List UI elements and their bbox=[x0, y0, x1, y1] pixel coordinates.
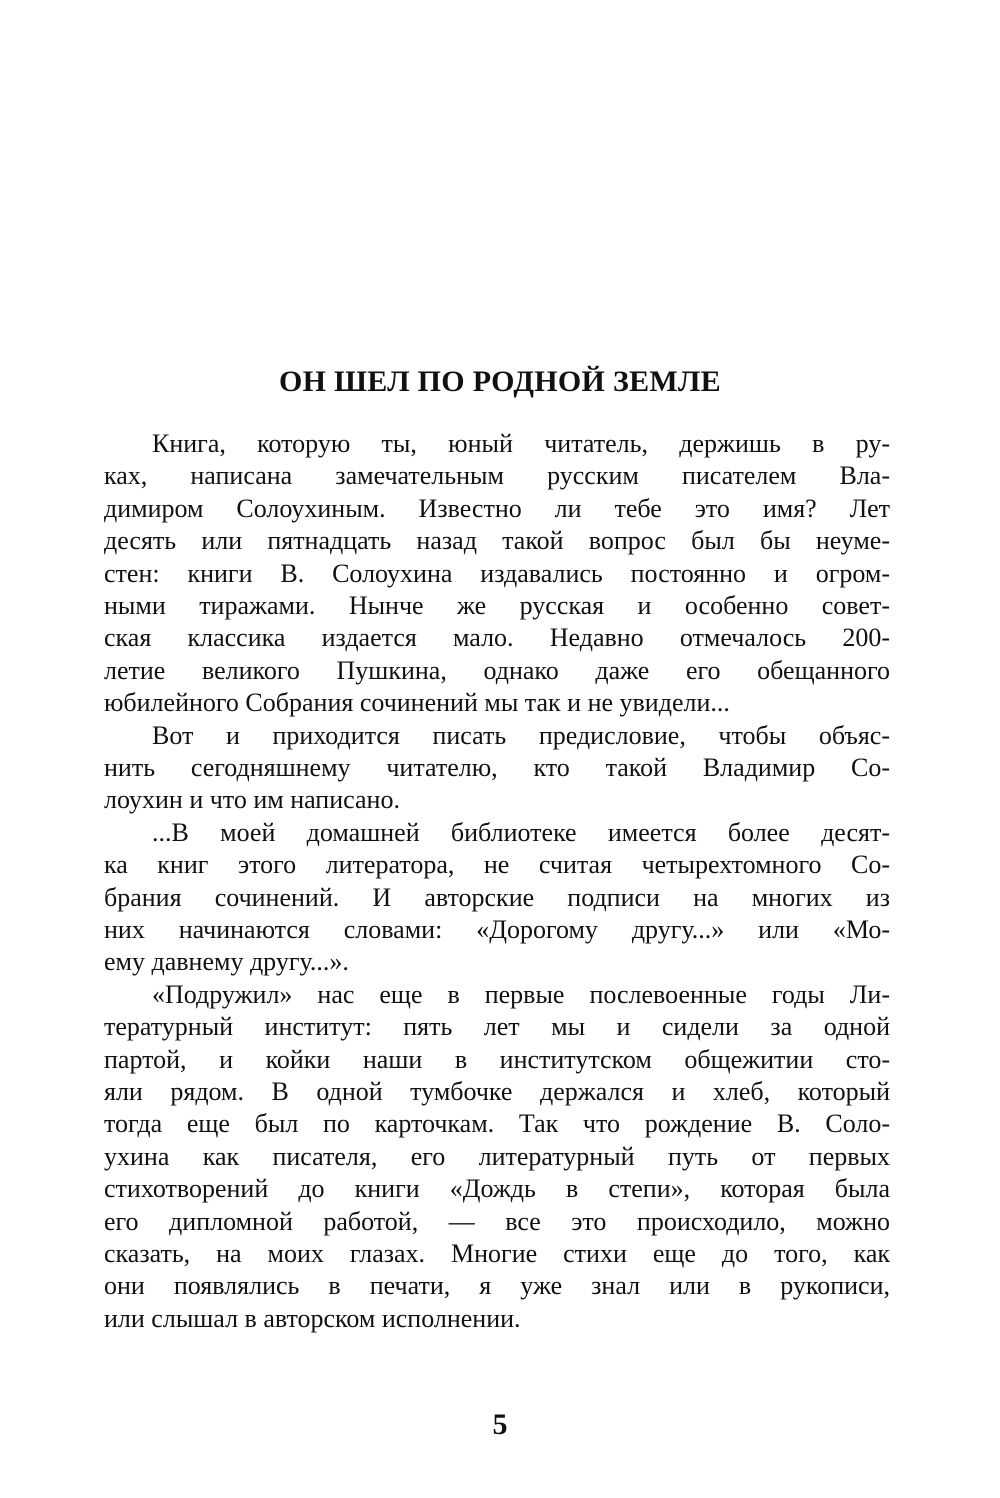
text-line: них начинаются словами: «Дорогому другу...» или «Мо- bbox=[104, 915, 890, 944]
text-line: юбилейного Собрания сочинений мы так и не увидели... bbox=[104, 688, 730, 718]
text-line: или слышал в авторском исполнении. bbox=[104, 1303, 521, 1333]
text-line: тогда еще был по карточкам. Так что рождение В. Соло- bbox=[104, 1109, 890, 1139]
text-line: ка книг этого литератора, не считая четырехтомного Со- bbox=[104, 850, 890, 880]
text-line: тературный институт: пять лет мы и сидели за одной bbox=[104, 1012, 890, 1042]
text-line: они появлялись в печати, я уже знал или в рукописи, bbox=[104, 1271, 890, 1301]
text-line: ными тиражами. Нынче же русская и особенно совет- bbox=[104, 591, 890, 620]
text-line: стихотворений до книги «Дождь в степи», которая была bbox=[104, 1174, 890, 1204]
text-line: ...В моей домашней библиотеке имеется более десят- bbox=[152, 817, 890, 847]
text-line: ему давнему другу...». bbox=[104, 947, 349, 977]
text-line: сказать, на моих глазах. Многие стихи еще до того, как bbox=[104, 1239, 890, 1268]
text-line: лоухин и что им написано. bbox=[104, 785, 400, 815]
text-line: партой, и койки наши в институтском общежитии сто- bbox=[104, 1044, 890, 1074]
text-line: стен: книги В. Солоухина издавались постоянно и огром- bbox=[104, 558, 890, 588]
chapter-title: ОН ШЕЛ ПО РОДНОЙ ЗЕМЛЕ bbox=[278, 365, 721, 398]
text-line: десять или пятнадцать назад такой вопрос был бы неуме- bbox=[104, 526, 890, 556]
text-line: димиром Солоухиным. Известно ли тебе это имя? Лет bbox=[104, 493, 890, 523]
text-line: «Подружил» нас еще в первые послевоенные годы Ли- bbox=[152, 979, 890, 1009]
text-line: ухина как писателя, его литературный путь от первых bbox=[104, 1141, 890, 1171]
text-line: Книга, которую ты, юный читатель, держишь в ру- bbox=[152, 429, 890, 458]
text-line: летие великого Пушкина, однако даже его обещанного bbox=[104, 655, 890, 685]
text-line: ках, написана замечательным русским писателем Вла- bbox=[104, 461, 890, 491]
text-line: ская классика издается мало. Недавно отмечалось 200- bbox=[104, 623, 890, 653]
text-line: яли рядом. В одной тумбочке держался и хлеб, который bbox=[104, 1077, 890, 1106]
text-line: его дипломной работой, — все это происходило, можно bbox=[104, 1206, 890, 1236]
text-line: брания сочинений. И авторские подписи на многих из bbox=[104, 882, 890, 912]
text-line: нить сегодняшнему читателю, кто такой Владимир Со- bbox=[104, 753, 890, 782]
text-line: Вот и приходится писать предисловие, чтобы объяс- bbox=[152, 720, 890, 750]
page-number: 5 bbox=[492, 1408, 508, 1441]
